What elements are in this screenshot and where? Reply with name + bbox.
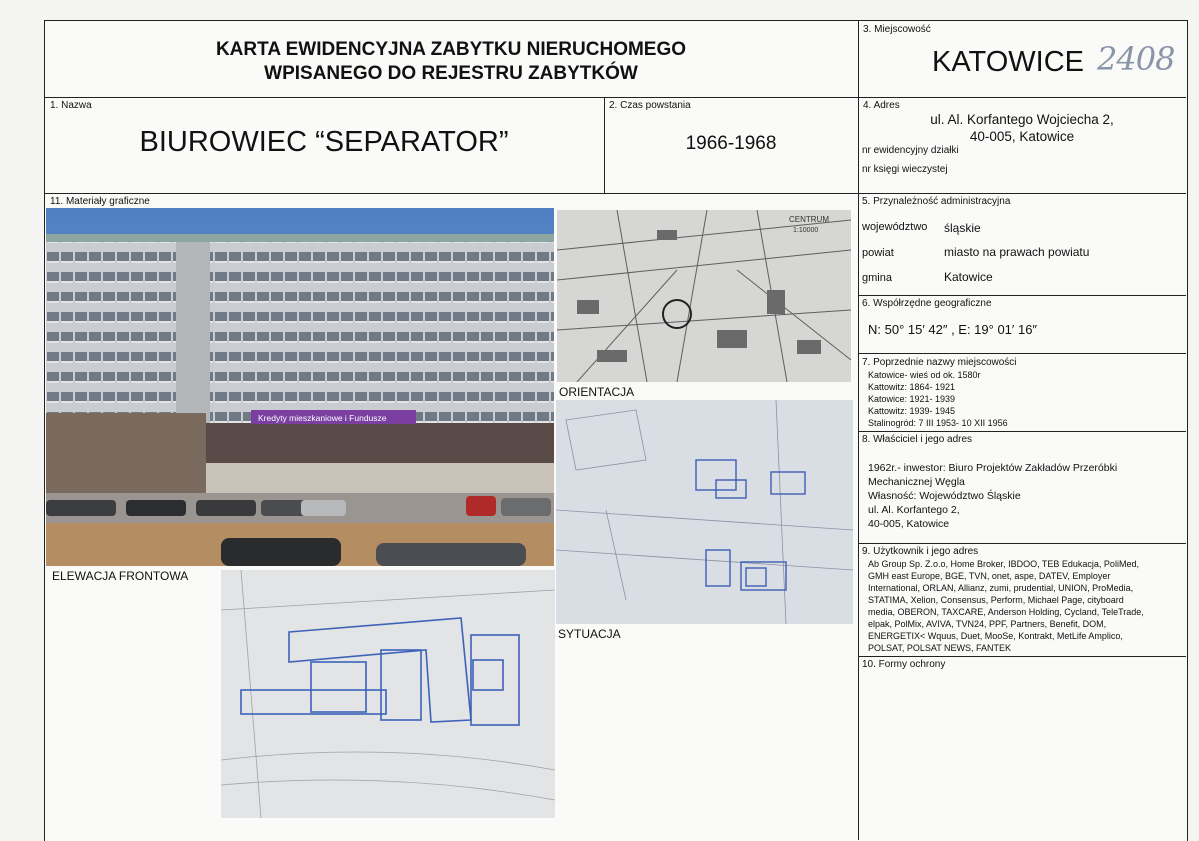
- divider: [44, 97, 1186, 98]
- commune-value: Katowice: [944, 270, 993, 284]
- users-line: International, ORLAN, Allianz, zumi, prudential, UNION, ProMedia,: [868, 583, 1134, 593]
- map-label-centrum: CENTRUM: [789, 215, 829, 224]
- handwritten-number: 2408: [1097, 40, 1175, 78]
- construction-date: 1966-1968: [685, 133, 777, 154]
- owner-line: Własność: Województwo Śląskie: [868, 490, 1021, 502]
- users-line: STATIMA, Xelion, Consensus, Perform, Michael Page, cityboard: [868, 595, 1124, 605]
- elevation-caption: ELEWACJA FRONTOWA: [52, 569, 189, 583]
- address-line2: 40-005, Katowice: [969, 129, 1075, 144]
- address-value: [858, 111, 1186, 145]
- address-label: 4. Adres: [863, 100, 900, 111]
- coords-value: N: 50° 15′ 42″ , E: 19° 01′ 16″: [868, 322, 1038, 337]
- users-line: media, OBERON, TAXCARE, Anderson Holding, Cycland, TeleTrade,: [868, 607, 1144, 617]
- situation-caption: SYTUACJA: [558, 627, 621, 641]
- voivodeship-label: województwo: [862, 221, 928, 233]
- previous-name-item: Katowice: 1921- 1939: [868, 394, 956, 404]
- owner-line: 1962r.- inwestor: Biuro Projektów Zakładów Przeróbki: [868, 462, 1118, 474]
- users-line: elpak, PolMix, AVIVA, TVN24, PPF, Partners, Benefit, DOM,: [868, 619, 1107, 629]
- card-title-line2: WPISANEGO DO REJESTRU ZABYTKÓW: [264, 63, 638, 84]
- protection-label: 10. Formy ochrony: [862, 659, 946, 670]
- divider: [858, 353, 1186, 354]
- previous-name-item: Kattowitz: 1939- 1945: [868, 406, 956, 416]
- card-title-line1: KARTA EWIDENCYJNA ZABYTKU NIERUCHOMEGO: [215, 39, 687, 60]
- previous-names-label: 7. Poprzednie nazwy miejscowości: [862, 357, 1017, 368]
- commune-label: gmina: [862, 272, 892, 284]
- situation-plan: [556, 400, 853, 624]
- previous-name-item: Stalinogród: 7 III 1953- 10 XII 1956: [868, 418, 1008, 428]
- divider: [858, 431, 1186, 432]
- county-label: powiat: [862, 247, 894, 259]
- orientation-caption: ORIENTACJA: [559, 385, 635, 399]
- users-list: [868, 558, 1144, 654]
- divider: [858, 656, 1186, 657]
- map-scale: 1:10000: [793, 227, 819, 234]
- plot-number-label: nr ewidencyjny działki: [862, 145, 959, 156]
- previous-name-item: Kattowitz: 1864- 1921: [868, 382, 956, 392]
- owner-line: Mechanicznej Węgla: [868, 476, 965, 488]
- divider: [44, 193, 1186, 194]
- site-plan: [221, 570, 555, 818]
- divider: [858, 543, 1186, 544]
- users-line: Ab Group Sp. Z.o.o, Home Broker, IBDOO, TEB Edukacja, PoliMed,: [868, 559, 1139, 569]
- admin-label: 5. Przynależność administracyjna: [862, 196, 1011, 207]
- previous-name-item: Katowice- wieś od ok. 1580r: [868, 370, 981, 380]
- owner-line: 40-005, Katowice: [868, 518, 950, 530]
- orientation-map: [557, 210, 851, 382]
- users-line: ENERGETIX< Wquus, Duet, MooSe, Kontrakt, MetLife Amplico,: [868, 631, 1123, 641]
- date-label: 2. Czas powstania: [609, 100, 691, 111]
- voivodeship-value: śląskie: [944, 221, 981, 235]
- monument-name: BIUROWIEC “SEPARATOR”: [139, 126, 509, 158]
- locality-label: 3. Miejscowość: [863, 24, 931, 35]
- owner-line: ul. Al. Korfantego 2,: [868, 504, 960, 516]
- graphics-label: 11. Materiały graficzne: [50, 196, 150, 207]
- previous-names-list: [868, 369, 1008, 429]
- locality-value: KATOWICE: [932, 46, 1084, 78]
- users-line: POLSAT, POLSAT NEWS, FANTEK: [868, 643, 1012, 653]
- name-label: 1. Nazwa: [50, 100, 92, 111]
- owner-details: [868, 461, 1117, 531]
- card-title: [44, 38, 858, 86]
- coords-label: 6. Współrzędne geograficzne: [862, 298, 992, 309]
- front-elevation-photo: [46, 208, 554, 566]
- banner-text: Kredyty mieszkaniowe i Fundusze: [258, 413, 387, 423]
- county-value: miasto na prawach powiatu: [944, 245, 1090, 259]
- users-label: 9. Użytkownik i jego adres: [862, 546, 979, 557]
- land-register-label: nr księgi wieczystej: [862, 164, 948, 175]
- users-line: GMH east Europe, BGE, TVN, onet, aspe, DATEV, Employer: [868, 571, 1111, 581]
- address-line1: ul. Al. Korfantego Wojciecha 2,: [930, 112, 1114, 127]
- divider: [858, 295, 1186, 296]
- owner-label: 8. Właściciel i jego adres: [862, 434, 973, 445]
